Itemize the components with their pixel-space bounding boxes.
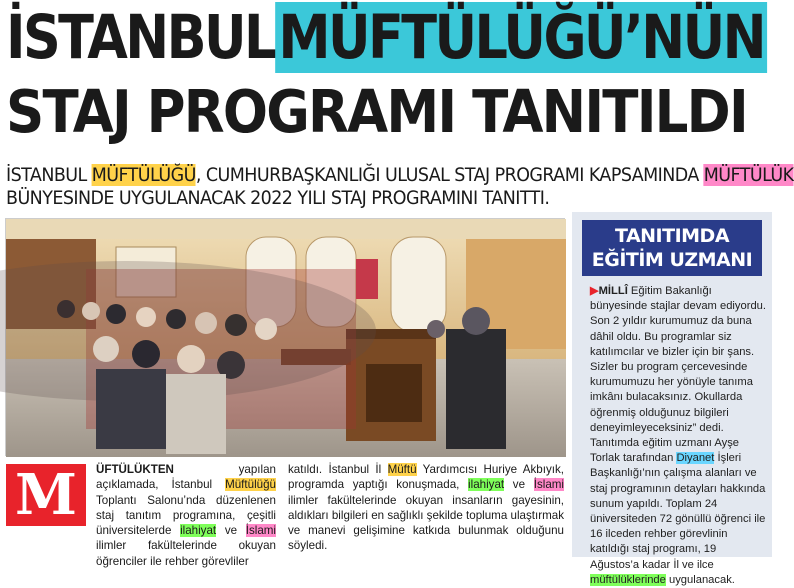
highlight-pink: İslami bbox=[533, 478, 565, 492]
sidebar-text bbox=[590, 284, 766, 588]
subheadline-line-2: BÜNYESINDE UYGULANACAK 2022 YILI STAJ PROGRAMINI TANITTI. bbox=[6, 187, 550, 209]
sidebar-highlight-diyanet: Diyanet bbox=[676, 452, 715, 465]
highlight-pink: İslami bbox=[245, 524, 276, 538]
headline-line-1 bbox=[6, 2, 767, 72]
article-text: ve bbox=[504, 478, 534, 492]
article-text: Yardımcısı Huriye Akbıyık, programda yaptığı konuşmada, bbox=[288, 463, 564, 492]
article-column-2 bbox=[288, 462, 564, 554]
sidebar-text-part: uygulanacak. bbox=[665, 573, 735, 586]
deck-highlight-yellow: MÜFTÜLÜĞÜ bbox=[91, 164, 196, 186]
highlight-green: ilahiyat bbox=[468, 478, 505, 492]
deck-highlight-pink: MÜFTÜLÜK bbox=[703, 164, 794, 186]
article-body bbox=[6, 462, 566, 568]
subheadline bbox=[6, 164, 794, 210]
highlight-yellow: Müftülüğü bbox=[225, 478, 276, 492]
sidebar-box bbox=[572, 212, 772, 586]
article-text: ilimler fakültelerinde okuyan öğrenciler ile rehber görevliler bbox=[96, 539, 276, 568]
sidebar-highlight-muftuluk: müftülüklerinde bbox=[590, 573, 666, 586]
article-text: ve bbox=[216, 524, 246, 538]
article-text: katıldı. İstanbul İl bbox=[288, 463, 388, 476]
arrow-icon: ▶ bbox=[590, 285, 599, 297]
headline-istanbul: İSTANBUL bbox=[6, 1, 275, 73]
subheadline-line-1 bbox=[6, 164, 794, 187]
deck-text: , CUMHURBAŞKANLIĞI ULUSAL STAJ PROGRAMI KAPSAMINDA bbox=[195, 164, 704, 186]
dropcap: M bbox=[6, 464, 86, 526]
article-text: Toplantı Salonu’nda düzenlenen staj tanıtım programına, çeşitli üniversitelerde bbox=[96, 493, 276, 538]
event-photo bbox=[5, 218, 565, 456]
highlight-green: ilahiyat bbox=[180, 524, 217, 538]
sidebar-text-part: İşleri Başkanlığı’nın çalışma alanları ve staj programının detayları hakkında sunum yapıldı. Toplam 24 üniversiteden 72 gönüllü öğrenci ile 16 ilceden rehber görevlinin katıldığı staj programı, 19 Ağustos’a kadar İl ve ilce bbox=[590, 452, 766, 571]
sidebar-title: TANITIMDA EĞİTİM UZMANI bbox=[582, 220, 762, 276]
article-lead: ÜFTÜLÜKTEN bbox=[96, 463, 174, 476]
headline-muftulugu-highlight: MÜFTÜLÜĞÜ’NÜN bbox=[275, 2, 768, 73]
seminar-room-photo bbox=[6, 219, 566, 457]
deck-text: İSTANBUL bbox=[6, 164, 92, 186]
sidebar-text-part: Eğitim Bakanlığı bünyesinde stajlar devam ediyordu. Son 2 yıldır kurumumuz da buna dâhil oldu. Bu programlar siz katılımcılar ve bizler için bir şans. Sizler bu program çercevesinde kurumumuzu her yönüyle tanıma imkânı bulacaksınız. Okullarda öğrenmiş olduğunuz bilgileri deneyimleyeceksiniz” dedi. Tanıtımda eğitim uzmanı Ayşe Torlak tarafından bbox=[590, 285, 766, 465]
headline-line-2: STAJ PROGRAMI TANITILDI bbox=[6, 76, 747, 146]
column-1-text bbox=[6, 462, 276, 569]
sidebar-lead: MİLLÎ bbox=[598, 285, 628, 297]
article-text: yapılan açıklamada, İstanbul bbox=[96, 463, 276, 492]
article-text: ilimler fakültelerinde okuyan insanların gayesinin, aldıkları bilgileri en sağlıklı şekilde topluma ulaştırmak ve manevi gelişimine katkıda bulunmak olduğunu söyledi. bbox=[288, 493, 564, 553]
article-column-1 bbox=[6, 462, 276, 569]
highlight-yellow: Müftü bbox=[387, 463, 417, 476]
